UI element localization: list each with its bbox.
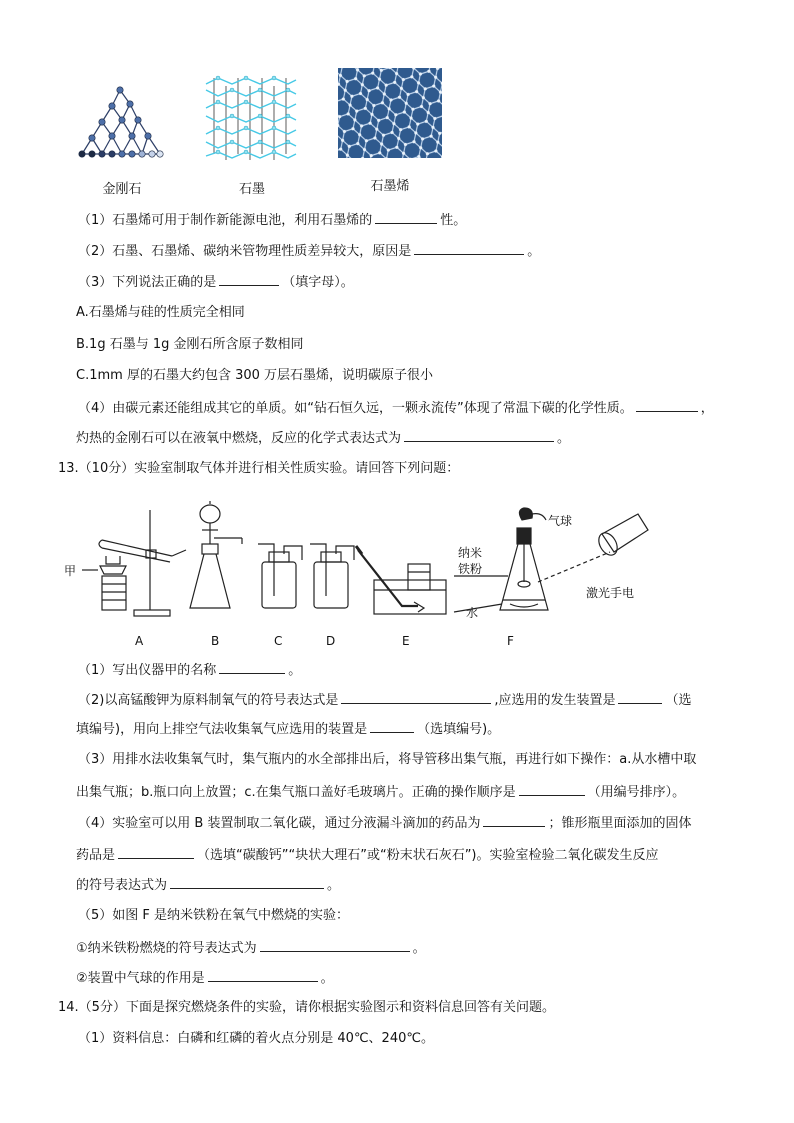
graphite-structure-figure [202, 72, 298, 164]
q12-part4-comma: ， [700, 401, 714, 416]
q13-part1-tail: 。 [288, 663, 302, 678]
answer-blank[interactable] [618, 690, 662, 704]
label-water: 水 [466, 606, 479, 620]
q13-part1-text: （1）写出仪器甲的名称 [78, 663, 217, 678]
figure-caption-graphite: 石墨 [238, 182, 265, 197]
apparatus-label-c: C [274, 634, 283, 648]
q13-part5-sub1-text: ①纳米铁粉燃烧的符号表达式为 [76, 941, 257, 956]
q13-part5-sub2-text: ②装置中气球的作用是 [76, 971, 205, 986]
q13-part4-text-c: 药品是 [76, 848, 116, 863]
label-nano-2: 铁粉 [458, 562, 483, 576]
apparatus-c [258, 544, 302, 608]
q13-part2-text: （2)以高锰酸钾为原料制氧气的符号表达式是 [78, 693, 339, 708]
graphene-structure-figure [338, 68, 442, 158]
apparatus-label-d: D [326, 634, 336, 648]
q12-part1 [78, 210, 466, 230]
q12-part1-text: （1）石墨烯可用于制作新能源电池，利用石墨烯的 [78, 213, 373, 228]
q12-part2-tail: 。 [527, 244, 541, 259]
q13-part4-text: （4）实验室可以用 B 装置制取二氧化碳，通过分液漏斗滴加的药品为 [78, 816, 481, 831]
q13-part2-text-d: 填编号)，用向上排空气法收集氧气应选用的装置是 [76, 722, 368, 737]
apparatus-e [356, 546, 446, 614]
apparatus-figure [62, 500, 672, 650]
answer-blank[interactable] [118, 845, 194, 859]
answer-blank[interactable] [208, 968, 318, 982]
answer-blank[interactable] [341, 690, 491, 704]
q12-part2 [78, 241, 540, 261]
q12-part3-tail: （填字母）。 [282, 275, 354, 290]
apparatus-label-a: A [135, 634, 144, 648]
label-balloon: 气球 [548, 514, 573, 528]
q13-part2-line1 [78, 690, 692, 710]
q12-option-a: A.石墨烯与硅的性质完全相同 [76, 305, 245, 320]
label-jia: 甲 [64, 564, 77, 578]
answer-blank[interactable] [519, 782, 585, 796]
q13-part3-text: 出集气瓶；b.瓶口向上放置；c.在集气瓶口盖好毛玻璃片。正确的操作顺序是 [76, 785, 516, 800]
answer-blank[interactable] [483, 813, 545, 827]
apparatus-d [310, 544, 354, 608]
q13-part4-text-d: （选填“碳酸钙”“块状大理石”或“粉末状石灰石”)。实验室检验二氧化碳发生反应 [197, 848, 659, 863]
q13-part5-sub1 [76, 938, 426, 958]
figure-caption-diamond: 金刚石 [102, 182, 142, 197]
label-laser: 激光手电 [586, 586, 635, 600]
q13-part1 [78, 660, 301, 680]
q13-part5: （5）如图 F 是纳米铁粉在氧气中燃烧的实验： [78, 908, 350, 923]
q12-part1-tail: 性。 [440, 213, 467, 228]
answer-blank[interactable] [219, 272, 279, 286]
q13-part3-line1: （3）用排水法收集氧气时，集气瓶内的水全部排出后，将导管移出集气瓶，再进行如下操作：a.从水槽中取 [78, 752, 697, 767]
q13-part4-line2 [76, 845, 659, 865]
answer-blank[interactable] [219, 660, 285, 674]
answer-blank[interactable] [260, 938, 410, 952]
answer-blank[interactable] [636, 398, 698, 412]
q13-part4-line1 [78, 813, 691, 833]
figure-caption-graphene: 石墨烯 [370, 179, 410, 194]
q13-part4-tail: 。 [327, 878, 341, 893]
apparatus-label-f: F [507, 634, 514, 648]
q13-part2-text-c: （选 [665, 693, 692, 708]
q12-part3 [78, 272, 354, 292]
q13-part4-text-e: 的符号表达式为 [76, 878, 168, 893]
q13-part4-line3 [76, 875, 340, 895]
answer-blank[interactable] [375, 210, 437, 224]
q12-option-b: B.1g 石墨与 1g 金刚石所含原子数相同 [76, 337, 304, 352]
q14-part1: （1）资料信息：白磷和红磷的着火点分别是 40℃、240℃。 [78, 1031, 434, 1046]
answer-blank[interactable] [370, 719, 414, 733]
q12-part4-text: （4）由碳元素还能组成其它的单质。如“钻石恒久远，一颗永流传”体现了常温下碳的化学性质。 [78, 401, 633, 416]
q13-part2-line2 [76, 719, 500, 739]
apparatus-label-e: E [402, 634, 410, 648]
answer-blank[interactable] [404, 428, 554, 442]
q13-part5-sub2-tail: 。 [320, 971, 334, 986]
answer-blank[interactable] [414, 241, 524, 255]
q13-part2-text-b: ,应选用的发生装置是 [494, 693, 616, 708]
diamond-structure-figure [72, 84, 172, 166]
q13-part5-sub1-tail: 。 [412, 941, 426, 956]
q13-part5-sub2 [76, 968, 334, 988]
q12-part4-line1 [78, 398, 714, 418]
q12-part4-line2 [76, 428, 570, 448]
apparatus-a [82, 510, 186, 616]
q12-option-c: C.1mm 厚的石墨大约包含 300 万层石墨烯，说明碳原子很小 [76, 368, 434, 383]
label-nano-1: 纳米 [458, 546, 483, 560]
q13-part2-text-e: （选填编号)。 [417, 722, 501, 737]
q13-part3-tail: （用编号排序）。 [587, 785, 686, 800]
q12-part4-text2: 灼热的金刚石可以在液氧中燃烧，反应的化学式表达式为 [76, 431, 402, 446]
q12-part2-text: （2）石墨、石墨烯、碳纳米管物理性质差异较大，原因是 [78, 244, 412, 259]
apparatus-b [190, 501, 242, 608]
q12-part3-text: （3）下列说法正确的是 [78, 275, 217, 290]
q13-title: 13.（10分）实验室制取气体并进行相关性质实验。请回答下列问题： [58, 461, 460, 476]
q13-part3-line2 [76, 782, 685, 802]
q14-title: 14.（5分）下面是探究燃烧条件的实验，请你根据实验图示和资料信息回答有关问题。 [58, 1000, 555, 1015]
q12-part4-tail: 。 [557, 431, 571, 446]
answer-blank[interactable] [170, 875, 324, 889]
q13-part4-text-b: ；锥形瓶里面添加的固体 [548, 816, 692, 831]
apparatus-label-b: B [211, 634, 220, 648]
